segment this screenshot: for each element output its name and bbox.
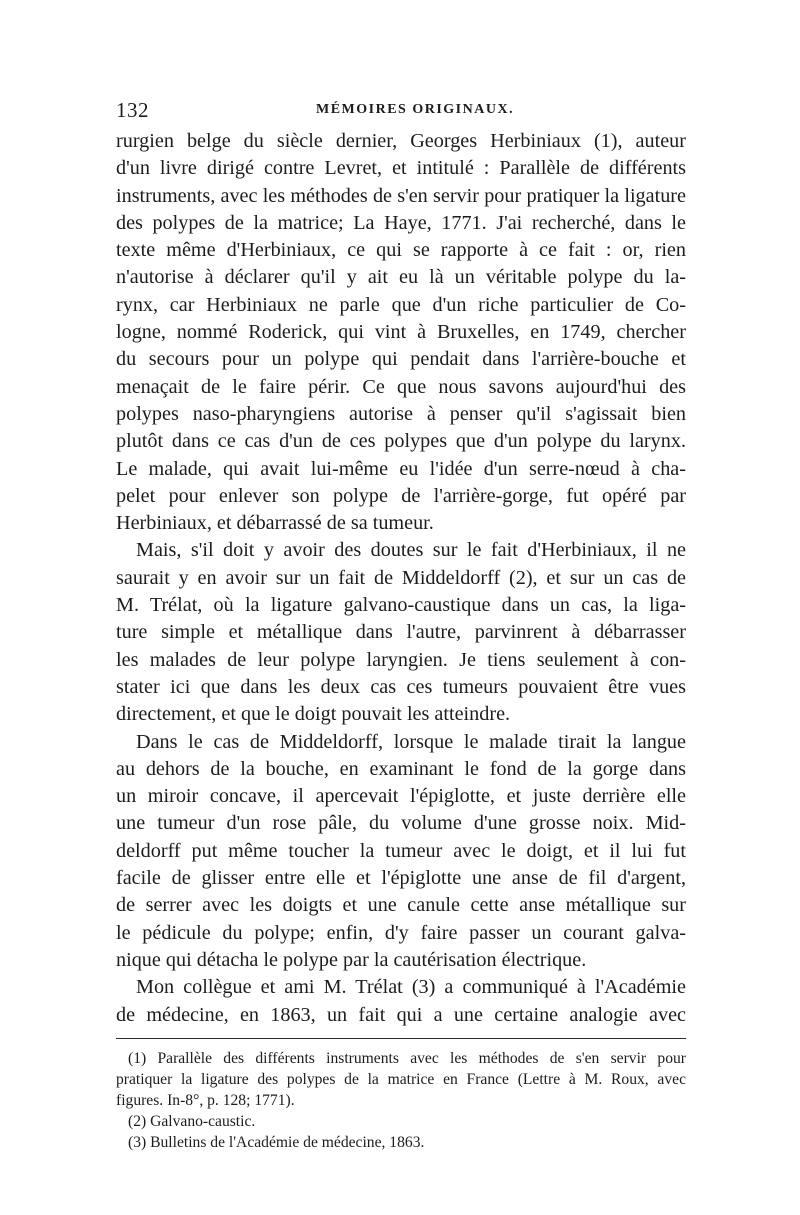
footnotes (116, 1048, 686, 1153)
text-line: Dans le cas de Middeldorff, lorsque le malade tirait la langue (136, 730, 686, 753)
text-line: menaçait de le faire périr. Ce que nous savons aujourd'hui des (116, 375, 686, 398)
text-line: une tumeur d'un rose pâle, du volume d'une grosse noix. Mid- (116, 812, 686, 835)
text-line: M. Trélat, où la ligature galvano-caustique dans un cas, la liga- (116, 594, 686, 617)
text-line: n'autorise à déclarer qu'il y ait eu là un véritable polype du la- (116, 266, 686, 289)
footnote-line: figures. In-8°, p. 128; 1771). (116, 1092, 295, 1109)
text-line: de médecine, en 1863, un fait qui a une certaine analogie avec (116, 1003, 686, 1026)
text-line: stater ici que dans les deux cas ces tumeurs pouvaient être vues (116, 675, 686, 698)
footnote-line: pratiquer la ligature des polypes de la matrice en France (Lettre à M. Roux, avec (116, 1071, 686, 1088)
text-line: d'un livre dirigé contre Levret, et intitulé : Parallèle de différents (116, 157, 686, 180)
text-line: les malades de leur polype laryngien. Je tiens seulement à con- (116, 648, 686, 671)
text-line: logne, nommé Roderick, qui vint à Bruxelles, en 1749, chercher (116, 321, 686, 344)
text-line: facile de glisser entre elle et l'épiglotte une anse de fil d'argent, (116, 867, 686, 890)
footnote-divider (116, 1038, 686, 1039)
text-line: un miroir concave, il apercevait l'épiglotte, et juste derrière elle (116, 785, 686, 808)
text-line: deldorff put même toucher la tumeur avec le doigt, et il lui fut (116, 839, 686, 862)
text-line: directement, et que le doigt pouvait les atteindre. (116, 703, 511, 726)
text-line: pelet pour enlever son polype de l'arrière-gorge, fut opéré par (116, 484, 686, 507)
footnote-line: (1) Parallèle des différents instruments avec les méthodes de s'en servir pour (128, 1050, 686, 1067)
footnote-line: (2) Galvano-caustic. (128, 1113, 256, 1130)
text-line: le pédicule du polype; enfin, d'y faire passer un courant galva- (116, 921, 686, 944)
text-line: Herbiniaux, et débarrassé de sa tumeur. (116, 512, 434, 535)
running-head: MÉMOIRES ORIGINAUX. (316, 102, 515, 117)
page-number: 132 (116, 98, 149, 122)
text-line: au dehors de la bouche, en examinant le fond de la gorge dans (116, 757, 686, 780)
text-line: des polypes de la matrice; La Haye, 1771. J'ai recherché, dans le (116, 211, 686, 234)
text-line: nique qui détacha le polype par la cautérisation électrique. (116, 948, 587, 971)
text-line: du secours pour un polype qui pendait dans l'arrière-bouche et (116, 348, 686, 371)
text-line: texte même d'Herbiniaux, ce qui se rapporte à ce fait : or, rien (116, 239, 686, 262)
text-line: de serrer avec les doigts et une canule cette anse métallique sur (116, 894, 686, 917)
text-line: polypes naso-pharyngiens autorise à penser qu'il s'agissait bien (116, 402, 686, 425)
text-line: ture simple et métallique dans l'autre, parvinrent à débarrasser (116, 621, 686, 644)
footnote-line: (3) Bulletins de l'Académie de médecine, 1863. (128, 1134, 425, 1151)
body-text (116, 128, 686, 1029)
page-header (116, 98, 686, 126)
text-line: Mon collègue et ami M. Trélat (3) a communiqué à l'Académie (136, 976, 686, 999)
text-line: plutôt dans ce cas d'un de ces polypes que d'un polype du larynx. (116, 430, 686, 453)
text-line: rurgien belge du siècle dernier, Georges Herbiniaux (1), auteur (116, 130, 686, 152)
text-line: Le malade, qui avait lui-même eu l'idée d'un serre-nœud à cha- (116, 457, 686, 480)
text-line: Mais, s'il doit y avoir des doutes sur le fait d'Herbiniaux, il ne (136, 539, 686, 562)
text-line: instruments, avec les méthodes de s'en servir pour pratiquer la ligature (116, 184, 686, 207)
text-line: saurait y en avoir sur un fait de Middeldorff (2), et sur un cas de (116, 566, 686, 589)
text-line: rynx, car Herbiniaux ne parle que d'un riche particulier de Co- (116, 293, 686, 316)
